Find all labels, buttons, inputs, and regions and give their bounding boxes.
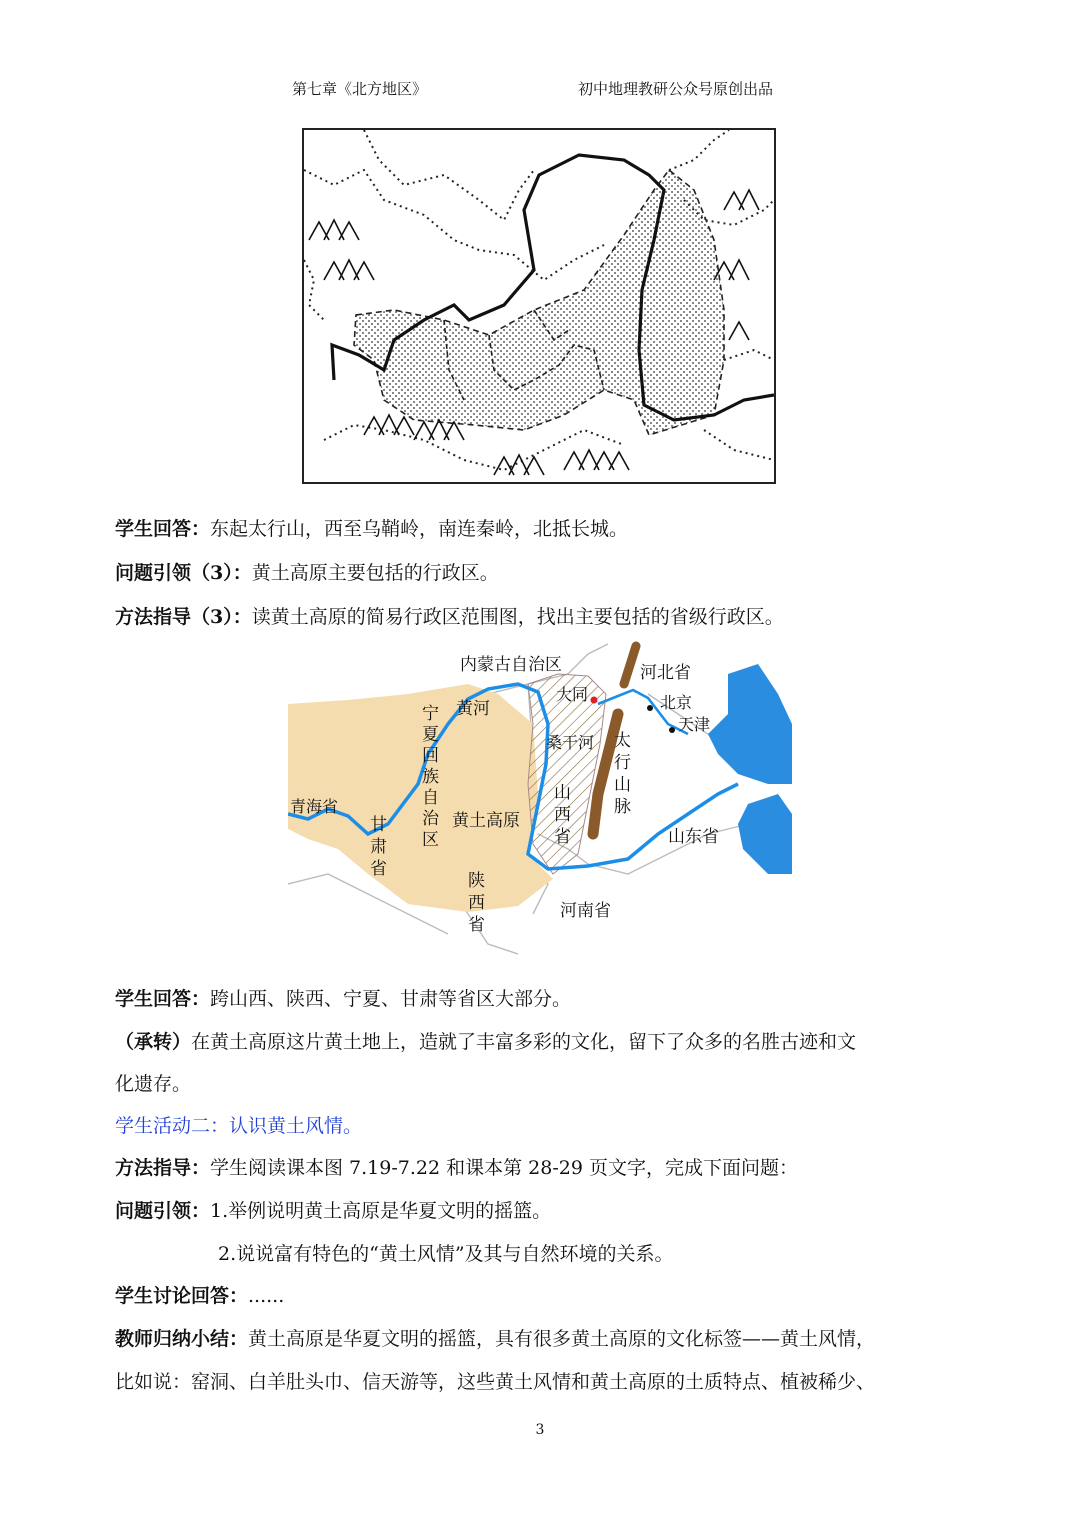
label-hebei: 河北省 — [640, 663, 691, 683]
line-text: 学生阅读课本图 7.19-7.22 和课本第 28-29 页文字，完成下面问题： — [210, 1157, 798, 1179]
tianjin-marker — [669, 727, 675, 733]
line-text: 在黄土高原这片黄土地上，造就了丰富多彩的文化，留下了众多的名胜古迹和文 — [191, 1031, 857, 1053]
line-label: 学生回答： — [115, 988, 211, 1010]
method-guide-3 — [115, 602, 784, 629]
label-ningxia: 宁夏回族自治区 — [422, 704, 439, 850]
line-text: ...... — [248, 1285, 285, 1307]
publisher-note: 初中地理教研公众号原创出品 — [578, 80, 774, 98]
page-header — [0, 78, 1080, 102]
beijing-marker — [647, 705, 653, 711]
line-text: 东起太行山，西至乌鞘岭，南连秦岭，北抵长城。 — [210, 518, 629, 540]
line-label: 问题引领： — [115, 1200, 211, 1222]
loess-plateau-outline-map — [302, 128, 776, 484]
datong-marker — [591, 697, 598, 704]
label-beijing: 北京 — [660, 693, 693, 712]
label-loess-plateau: 黄土高原 — [452, 811, 520, 831]
administrative-region-map — [288, 634, 792, 970]
transition-paragraph-cont — [115, 1069, 191, 1096]
line-text: 学生活动二：认识黄土风情。 — [115, 1115, 363, 1137]
label-yellow-river: 黄河 — [456, 699, 490, 719]
line-text: 2.说说富有特色的“黄土风情”及其与自然环境的关系。 — [218, 1243, 674, 1265]
line-text: 1.举例说明黄土高原是华夏文明的摇篮。 — [210, 1200, 552, 1222]
label-taihang: 太行山脉 — [614, 731, 631, 817]
label-shanxi: 山西省 — [554, 783, 571, 847]
label-sanggan-river: 桑干河 — [546, 733, 595, 752]
label-shandong: 山东省 — [668, 827, 719, 847]
label-shaanxi: 陕西省 — [468, 871, 485, 935]
line-label: 教师归纳小结： — [115, 1328, 249, 1350]
label-gansu: 甘肃省 — [370, 815, 387, 879]
student-activity-2-heading — [115, 1111, 362, 1138]
label-henan: 河南省 — [560, 901, 611, 921]
line-label: 方法指导（3）： — [115, 606, 252, 628]
label-tianjin: 天津 — [678, 715, 711, 734]
student-answer-2 — [115, 984, 571, 1011]
student-answer-1 — [115, 514, 628, 541]
line-text: 黄土高原是华夏文明的摇篮，具有很多黄土高原的文化标签——黄土风情， — [248, 1328, 876, 1350]
line-label: 学生回答： — [115, 518, 211, 540]
region-map-drawing — [288, 634, 792, 970]
line-text: 化遗存。 — [115, 1073, 192, 1095]
method-guide — [115, 1153, 798, 1180]
page-number: 3 — [535, 1422, 545, 1438]
question-guide-item-2 — [218, 1239, 674, 1266]
student-discussion — [115, 1281, 284, 1308]
line-text: 读黄土高原的简易行政区范围图，找出主要包括的省级行政区。 — [251, 606, 784, 628]
line-label: 方法指导： — [115, 1157, 211, 1179]
label-qinghai: 青海省 — [290, 797, 339, 816]
outline-map-drawing — [304, 130, 774, 482]
line-label: 学生讨论回答： — [115, 1285, 249, 1307]
chapter-title: 第七章《北方地区》 — [292, 80, 428, 98]
teacher-summary — [115, 1324, 875, 1351]
line-label: 问题引领（3）： — [115, 562, 252, 584]
question-guide-3 — [115, 558, 499, 585]
line-text: 跨山西、陕西、宁夏、甘肃等省区大部分。 — [210, 988, 572, 1010]
label-datong: 大同 — [556, 685, 589, 704]
line-text: 黄土高原主要包括的行政区。 — [251, 562, 499, 584]
line-text: 比如说：窑洞、白羊肚头巾、信天游等，这些黄土风情和黄土高原的土质特点、植被稀少、 — [115, 1371, 876, 1393]
teacher-summary-cont — [115, 1367, 875, 1394]
line-label: （承转） — [115, 1031, 192, 1053]
transition-paragraph — [115, 1027, 856, 1054]
question-guide — [115, 1196, 551, 1223]
label-inner-mongolia: 内蒙古自治区 — [460, 655, 562, 675]
